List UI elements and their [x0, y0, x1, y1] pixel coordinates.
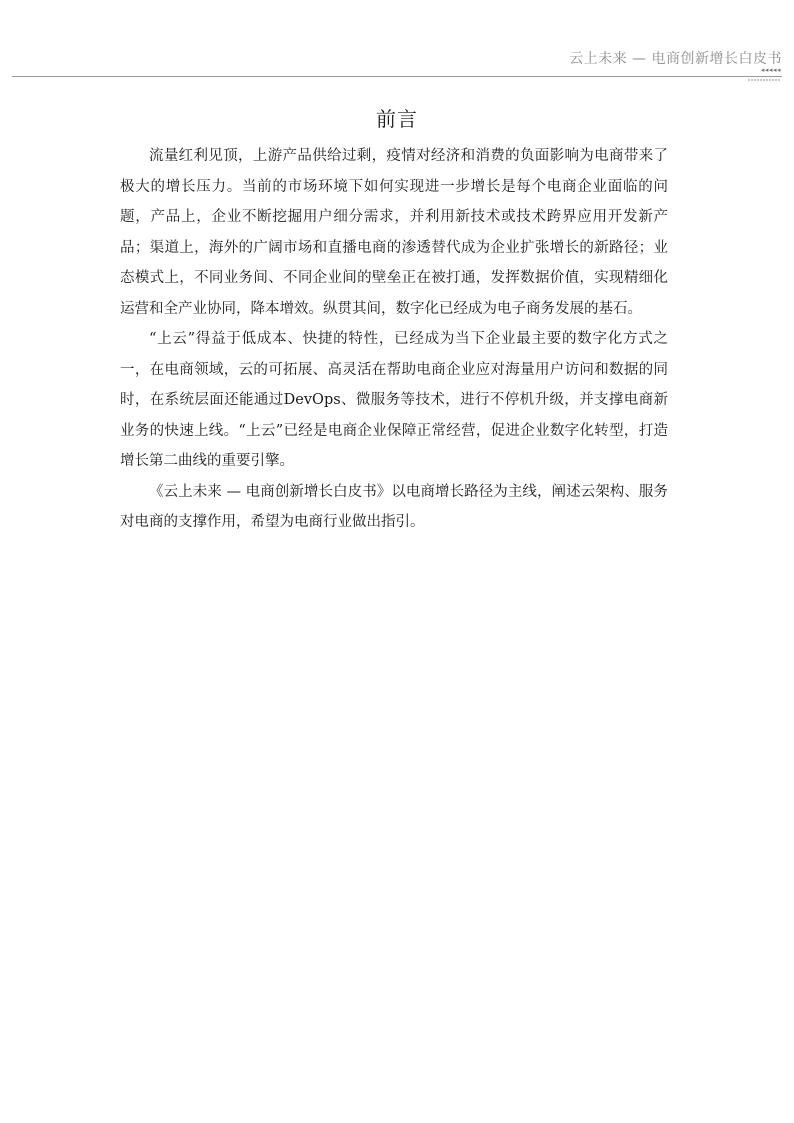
- body-text: [120, 141, 668, 538]
- page-title: 前言: [376, 107, 418, 131]
- running-header-title: 云上未来 — 电商创新增长白皮书: [569, 51, 782, 67]
- header-decoration: [748, 79, 781, 81]
- paragraph-1: 流量红利见顶，上游产品供给过剩，疫情对经济和消费的负面影响为电商带来了极大的增长压力。当前的市场环境下如何实现进一步增长是每个电商企业面临的问题，产品上，企业不断挖掘用户细分需求，并利用新技术或技术跨界应用开发新产品；渠道上，海外的广阔市场和直播电商的渗透替代成为企业扩张增长的新路径；业态模式上，不同业务间、不同企业间的壁垒正在被打通，发挥数据价值，实现精细化运营和全产业协同，降本增效。纵贯其间，数字化已经成为电子商务发展的基石。: [120, 148, 668, 317]
- header-ornament-icon: ◂◂◂◂◂: [760, 66, 781, 74]
- paragraph-3: 《云上未来 — 电商创新增长白皮书》以电商增长路径为主线，阐述云架构、服务对电商的支撑作用，希望为电商行业做出指引。: [120, 483, 668, 530]
- paragraph-2: “上云”得益于低成本、快捷的特性，已经成为当下企业最主要的数字化方式之一，在电商领域，云的可拓展、高灵活在帮助电商企业应对海量用户访问和数据的同时，在系统层面还能通过DevOps、微服务等技术，进行不停机升级，并支撑电商新业务的快速上线。“上云”已经是电商企业保障正常经营，促进企业数字化转型，打造增长第二曲线的重要引擎。: [120, 331, 668, 469]
- header-divider: [12, 76, 782, 77]
